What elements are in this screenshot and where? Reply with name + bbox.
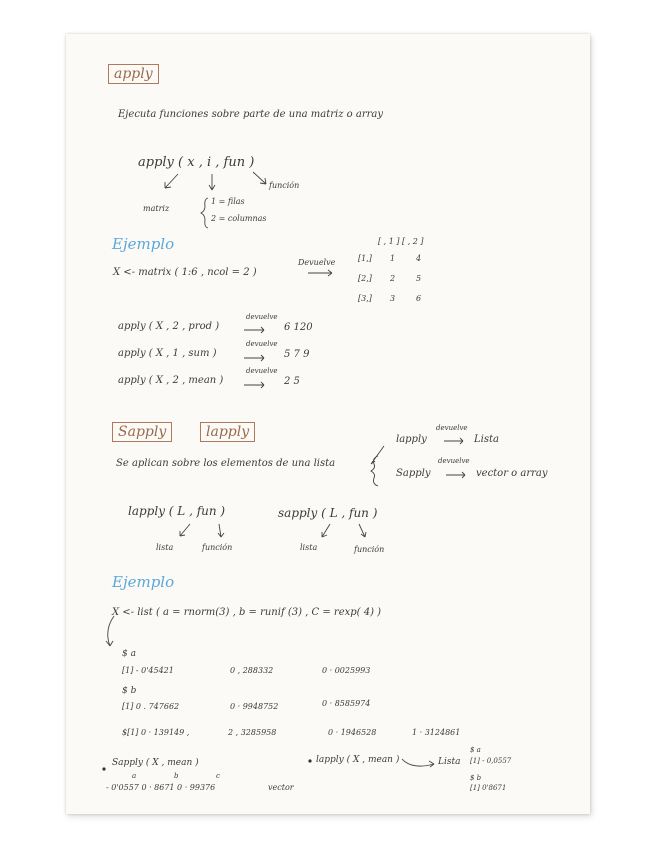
- option-filas: 1 = filas: [211, 197, 245, 206]
- devuelve-label: devuelve: [246, 340, 278, 348]
- matrix-cell: 1: [390, 254, 396, 263]
- sapply-return: vector o array: [476, 468, 548, 479]
- matrix-cell: 5: [416, 274, 422, 283]
- list-value: 0 · 1946528: [328, 728, 377, 737]
- devuelve-label: devuelve: [246, 367, 278, 375]
- sapply-call: Sapply ( X , mean ): [112, 758, 199, 768]
- list-value: 0 , 288332: [230, 666, 274, 675]
- list-name-b: $ b: [122, 686, 137, 696]
- notebook-page: [66, 34, 590, 814]
- sapply-letter: b: [174, 772, 179, 780]
- sapply-type: vector: [268, 783, 294, 792]
- apply-syntax: apply ( x , i , fun ): [138, 155, 255, 170]
- label-lista: lista: [300, 543, 318, 552]
- matrix-cell: 4: [416, 254, 422, 263]
- lapply-value-a: [1] - 0,0557: [470, 757, 512, 765]
- apply-title-box: apply: [108, 64, 159, 84]
- list-value: 0 · 8585974: [322, 699, 371, 708]
- apply-result-sum: 5 7 9: [284, 349, 310, 360]
- label-funcion: función: [354, 545, 385, 554]
- lapply-syntax: lapply ( L , fun ): [128, 504, 226, 518]
- list-name-a: $ a: [122, 649, 136, 659]
- sapply-syntax: sapply ( L , fun ): [278, 506, 378, 520]
- matrix-col-header: [ , 1 ] [ , 2 ]: [378, 237, 424, 246]
- matrix-cell: 2: [390, 274, 396, 283]
- example1-code: X <- matrix ( 1:6 , ncol = 2 ): [113, 267, 257, 278]
- sapply-letter: a: [132, 772, 137, 780]
- list-value: [1] 0 . 747662: [122, 702, 180, 711]
- lapply-value-b: [1] 0'8671: [470, 784, 507, 792]
- matrix-cell: 3: [390, 294, 396, 303]
- lapply-result-label: Lista: [438, 757, 461, 767]
- matrix-row-index: [1,]: [358, 254, 372, 263]
- apply-call-mean: apply ( X , 2 , mean ): [118, 375, 224, 386]
- sapply-values: - 0'0557 0 · 8671 0 · 99376: [106, 783, 216, 792]
- example1-devuelve-label: Devuelve: [298, 258, 336, 267]
- apply-call-prod: apply ( X , 2 , prod ): [118, 321, 220, 332]
- lapply-title-box: lapply: [200, 422, 255, 442]
- list-value: 0 · 9948752: [230, 702, 279, 711]
- list-value: 2 , 3285958: [228, 728, 277, 737]
- lapply-name-a: $ a: [470, 746, 481, 754]
- matrix-row-index: [3,]: [358, 294, 372, 303]
- sapply-letter: c: [216, 772, 220, 780]
- matrix-row-index: [2,]: [358, 274, 372, 283]
- example2-heading: Ejemplo: [112, 573, 175, 591]
- list-value: 0 · 0025993: [322, 666, 371, 675]
- list-value: 1 · 3124861: [412, 728, 461, 737]
- list-value: [1] - 0'45421: [122, 666, 174, 675]
- lapply-call: lapply ( X , mean ): [316, 755, 400, 765]
- matrix-cell: 6: [416, 294, 422, 303]
- example2-code: X <- list ( a = rnorm(3) , b = runif (3) , C = rexp( 4) ): [112, 607, 382, 618]
- example1-heading: Ejemplo: [112, 235, 175, 253]
- apply-call-sum: apply ( X , 1 , sum ): [118, 348, 217, 359]
- sapply-title-box: Sapply: [112, 422, 172, 442]
- label-matriz: matriz: [143, 204, 170, 213]
- sapply-description: Se aplican sobre los elementos de una lista: [116, 458, 336, 469]
- label-lista: lista: [156, 543, 174, 552]
- devuelve-label: devuelve: [438, 457, 470, 465]
- lapply-label: lapply: [396, 434, 427, 445]
- sapply-label: Sapply: [396, 468, 431, 479]
- list-value: $[1] 0 · 139149 ,: [122, 728, 190, 737]
- apply-description: Ejecuta funciones sobre parte de una matriz o array: [118, 109, 384, 120]
- apply-result-prod: 6 120: [284, 322, 313, 333]
- lapply-name-b: $ b: [470, 774, 482, 782]
- option-columnas: 2 = columnas: [211, 214, 267, 223]
- apply-result-mean: 2 5: [284, 376, 300, 387]
- devuelve-label: devuelve: [246, 313, 278, 321]
- devuelve-label: devuelve: [436, 424, 468, 432]
- label-funcion: función: [269, 181, 300, 190]
- lapply-return: Lista: [474, 434, 499, 445]
- label-funcion: función: [202, 543, 233, 552]
